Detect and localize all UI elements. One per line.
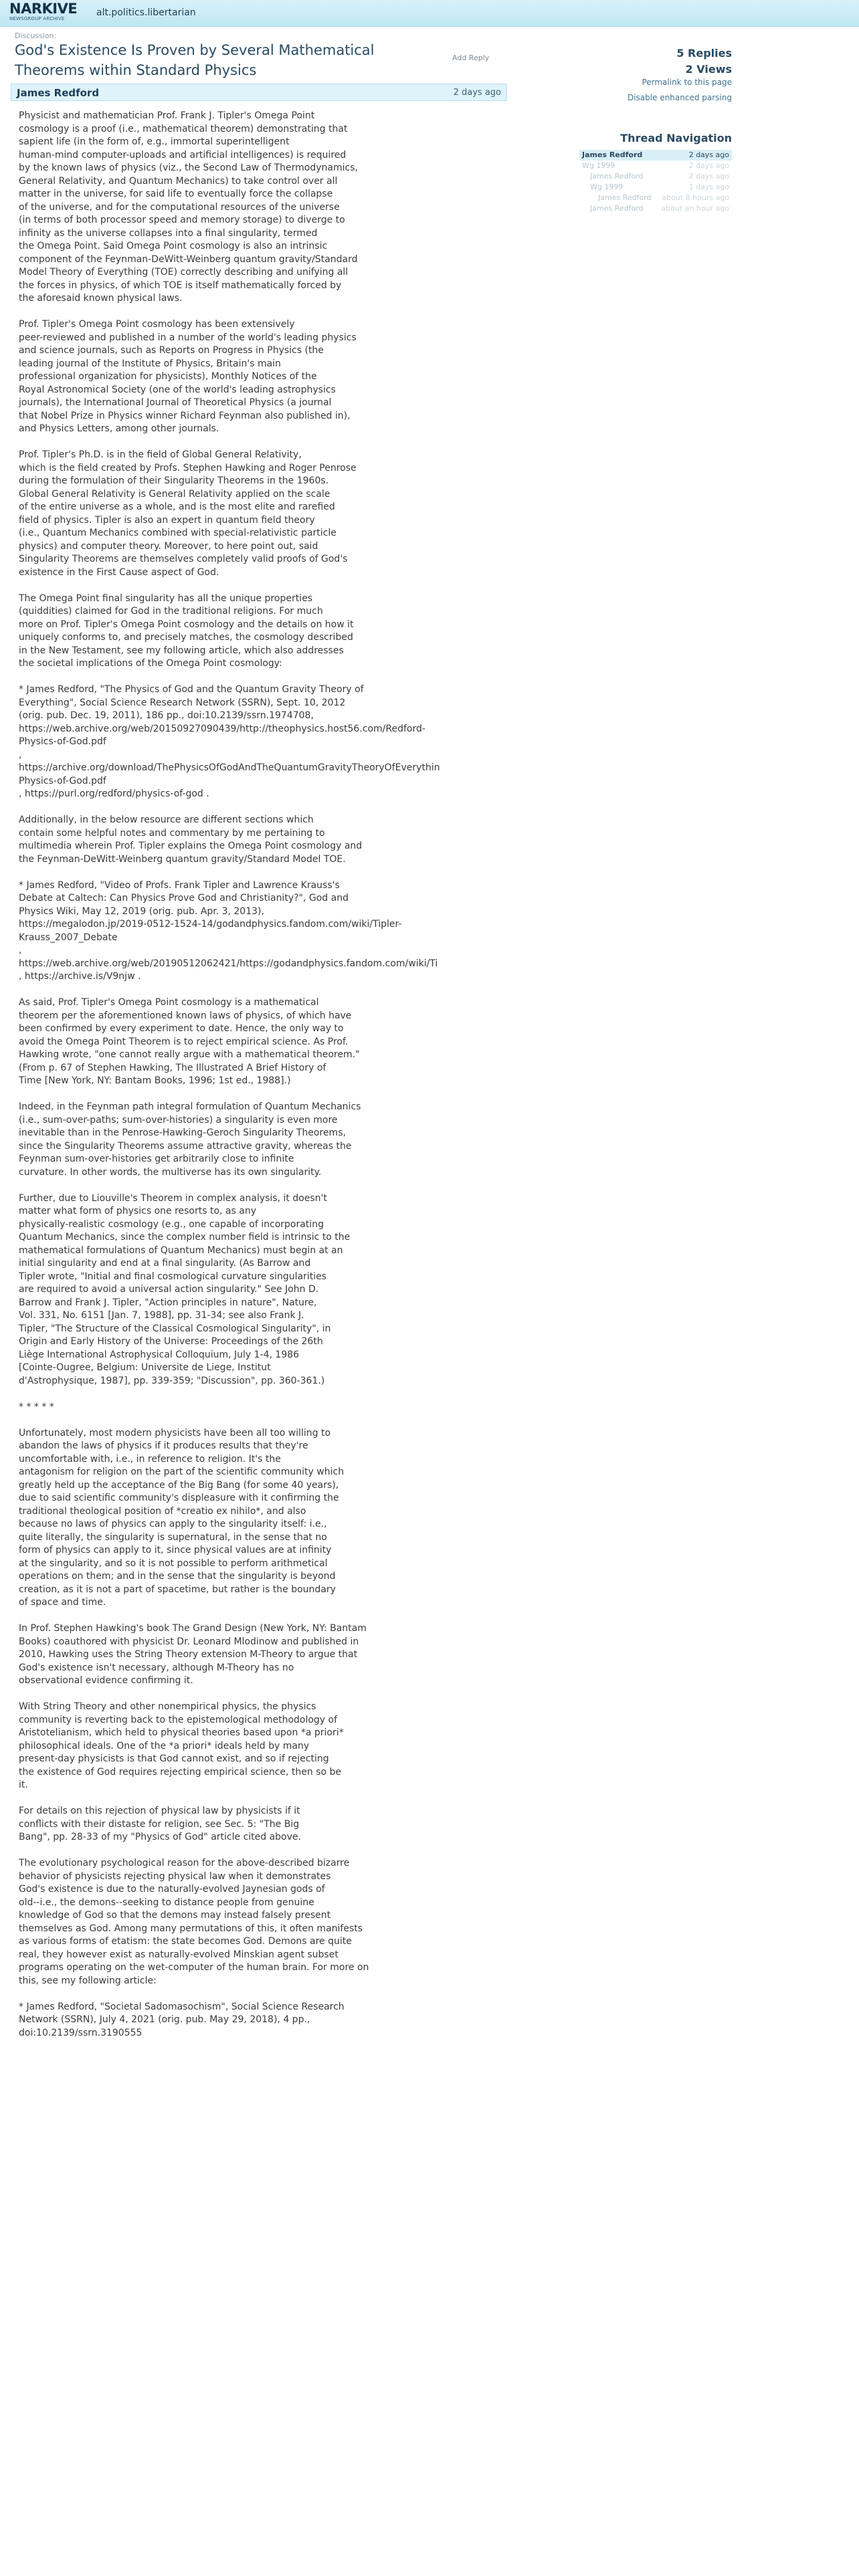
- post-text-line: Further, due to Liouville's Theorem in complex analysis, it doesn't: [19, 1192, 327, 1204]
- post-text-line: [19, 1792, 420, 1806]
- post-text-line: Royal Astronomical Society (one of the world's leading astrophysics: [19, 384, 336, 395]
- post-text-line: human-mind computer-uploads and artificial intelligences) is required: [19, 149, 347, 160]
- post-text-line: [19, 1414, 420, 1427]
- post-text-line: inevitable than in the Penrose-Hawking-Geroch Singularity Theorems,: [19, 1128, 346, 1138]
- post-text-line: uncomfortable with, i.e., in reference to religion. It's the: [19, 1453, 281, 1465]
- post-text-line: [19, 579, 420, 593]
- top-header-bar: [0, 0, 859, 27]
- post-text-line: physically-realistic cosmology (e.g., one capable of incorporating: [19, 1218, 324, 1230]
- post-text-line: ,: [19, 945, 22, 956]
- post-text-line: (i.e., Quantum Mechanics combined with special-relativistic particle: [19, 528, 337, 538]
- post-text-line: [19, 984, 420, 997]
- post-text-line: field of physics. Tipler is also an expert in quantum field theory: [19, 514, 315, 526]
- post-text-line: The Omega Point final singularity has all the unique properties: [19, 593, 312, 604]
- post-text-line: , https://purl.org/redford/physics-of-god .: [19, 788, 209, 799]
- post-text-line: Tipler wrote, "Initial and final cosmological curvature singularities: [19, 1271, 326, 1282]
- thread-nav-author: James Redford: [590, 172, 644, 181]
- thread-nav-time: 2 days ago: [688, 161, 729, 170]
- post-text-line: infinity as the universe collapses into a final singularity, termed: [19, 227, 318, 239]
- post-text-line: The evolutionary psychological reason for the above-described bizarre: [19, 1858, 350, 1868]
- permalink-link[interactable]: Permalink to this page: [642, 78, 732, 87]
- post-text-line: leading journal of the Institute of Physics, Britain's main: [19, 358, 281, 369]
- post-text-line: In Prof. Stephen Hawking's book The Grand Design (New York, NY: Bantam: [19, 1623, 367, 1634]
- post-text-line: Barrow and Frank J. Tipler, "Action principles in nature", Nature,: [19, 1297, 317, 1308]
- post-text-line: Tipler, "The Structure of the Classical Cosmological Singularity", in: [19, 1323, 331, 1334]
- post-text-line: matter in the universe, for said life to eventually force the collapse: [19, 189, 333, 199]
- thread-nav-author: Wg 1999: [582, 161, 615, 170]
- thread-nav-author: James Redford: [598, 193, 652, 202]
- post-text-line: multimedia wherein Prof. Tipler explains the Omega Point cosmology and: [19, 841, 363, 851]
- post-text-line: [19, 1688, 420, 1701]
- post-text-line: Aristotelianism, which held to physical theories based upon *a priori*: [19, 1727, 344, 1738]
- post-text-line: God's existence is due to the naturally-evolved Jaynesian gods of: [19, 1884, 325, 1895]
- thread-nav-time: 1 days ago: [688, 183, 729, 191]
- post-text-line: abandon the laws of physics if it produces results that they're: [19, 1440, 308, 1451]
- post-text-line[interactable]: https://web.archive.org/web/20190512062421/https://godandphysics.fandom.com/wiki/Ti: [19, 958, 438, 969]
- post-text-line: Hawking wrote, "one cannot really argue with a mathematical theorem.": [19, 1049, 360, 1060]
- post-text-line: Physicist and mathematician Prof. Frank J. Tipler's Omega Point: [19, 110, 315, 121]
- post-text-line: Indeed, in the Feynman path integral formulation of Quantum Mechanics: [19, 1101, 361, 1112]
- post-text-line: avoid the Omega Point Theorem is to reject empirical science. As Prof.: [19, 1036, 349, 1047]
- post-text-line: curvature. In other words, the multiverse has its own singularity.: [19, 1166, 322, 1178]
- post-text-line: With String Theory and other nonempirical physics, the physics: [19, 1701, 316, 1712]
- post-text-line: , https://archive.is/V9njw .: [19, 971, 141, 982]
- narkive-logo[interactable]: [9, 2, 90, 21]
- post-text-line: antagonism for religion on the part of the scientific community which: [19, 1467, 345, 1477]
- post-text-line: behavior of physicists rejecting physical law when it demonstrates: [19, 1870, 331, 1882]
- post-text-line: due to said scientific community's displeasure with it confirming the: [19, 1493, 339, 1503]
- post-text-line: uniquely conforms to, and precisely matches, the cosmology described: [19, 632, 353, 643]
- newsgroup-link[interactable]: alt.politics.libertarian: [96, 7, 196, 18]
- post-text-line: (in terms of both processor speed and memory storage) to diverge to: [19, 215, 345, 225]
- post-text-line: (orig. pub. Dec. 19, 2011), 186 pp., doi:10.2139/ssrn.1974708,: [19, 710, 314, 721]
- post-text-line: conflicts with their distaste for religion, see Sec. 5: "The Big: [19, 1818, 300, 1830]
- post-text-line: traditional theological position of *creatio ex nihilo*, and also: [19, 1505, 306, 1517]
- post-text-line[interactable]: https://megalodon.jp/2019-0512-1524-14/godandphysics.fandom.com/wiki/Tipler-: [19, 919, 402, 930]
- thread-nav-author: James Redford: [582, 150, 643, 159]
- post-text-line: since the Singularity Theorems assume attractive gravity, whereas the: [19, 1140, 352, 1152]
- post-text-line: of the entire universe as a whole, and is the most elite and rarefied: [19, 502, 335, 512]
- post-text-line: General Relativity, and Quantum Mechanics) to take control over all: [19, 175, 338, 187]
- post-header: [11, 84, 507, 101]
- post-text-line: and science journals, such as Reports on Progress in Physics (the: [19, 345, 324, 356]
- logo-tagline: NEWSGROUP ARCHIVE: [9, 16, 65, 21]
- post-text-line: component of the Feynman-DeWitt-Weinberg quantum gravity/Standard: [19, 253, 358, 265]
- post-text-line: Prof. Tipler's Ph.D. is in the field of Global General Relativity,: [19, 449, 302, 460]
- post-text-line: of space and time.: [19, 1597, 106, 1608]
- logo-wordmark: NARKIVE: [9, 1, 78, 17]
- view-count: 2 Views: [685, 63, 732, 76]
- post-text-line: Network (SSRN), July 4, 2021 (orig. pub. May 29, 2018), 4 pp.,: [19, 2014, 310, 2025]
- post-text-line: God's existence isn't necessary, although M-Theory has no: [19, 1662, 294, 1673]
- post-text-line: * James Redford, "The Physics of God and the Quantum Gravity Theory of: [19, 684, 364, 695]
- post-text-line: programs operating on the wet-computer of the human brain. For more on: [19, 1962, 369, 1973]
- post-text-line: * * * * *: [19, 1401, 54, 1412]
- post-text-line: As said, Prof. Tipler's Omega Point cosmology is a mathematical: [19, 997, 319, 1008]
- thread-navigation-title: Thread Navigation: [620, 132, 732, 144]
- post-text-line: [Cointe-Ougree, Belgium: Universite de Liege, Institut: [19, 1362, 271, 1373]
- post-text-line: [19, 436, 420, 449]
- post-text-line: been confirmed by every experiment to date. Hence, the only way to: [19, 1023, 344, 1034]
- add-reply-link[interactable]: Add Reply: [452, 53, 490, 62]
- post-text-line: observational evidence confirming it.: [19, 1675, 193, 1686]
- post-author[interactable]: James Redford: [17, 87, 100, 99]
- post-text-line: the existence of God requires rejecting empirical science, then so be: [19, 1766, 342, 1778]
- post-text-line: Singularity Theorems are themselves completely valid proofs of God's: [19, 554, 348, 564]
- post-text-line: creation, as it is not a part of spacetime, but rather is the boundary: [19, 1584, 336, 1595]
- post-text-line: knowledge of God so that the demons may instead falsely present: [19, 1910, 331, 1921]
- thread-nav-time: 2 days ago: [688, 150, 729, 159]
- post-text-line: Prof. Tipler's Omega Point cosmology has been extensively: [19, 319, 295, 330]
- post-text-line[interactable]: https://web.archive.org/web/20150927090439/http://theophysics.host56.com/Redford-: [19, 723, 425, 734]
- post-text-line: Additionally, in the below resource are different sections which: [19, 815, 314, 825]
- post-text-line: Feynman sum-over-histories get arbitrarily close to infinite: [19, 1154, 294, 1164]
- post-text-line: which is the field created by Profs. Stephen Hawking and Roger Penrose: [19, 462, 357, 473]
- post-text-line: Global General Relativity is General Relativity applied on the scale: [19, 488, 330, 500]
- post-text-line: * James Redford, "Video of Profs. Frank Tipler and Lawrence Krauss's: [19, 879, 340, 891]
- post-text-line: and Physics Letters, among other journals.: [19, 423, 219, 434]
- post-text-line: peer-reviewed and published in a number of the world's leading physics: [19, 332, 357, 343]
- post-text-line: present-day physicists is that God cannot exist, and so if rejecting: [19, 1753, 329, 1764]
- post-text-line: because no laws of physics can apply to the singularity itself: i.e.,: [19, 1519, 327, 1529]
- post-text-line: cosmology is a proof (i.e., mathematical theorem) demonstrating that: [19, 123, 348, 134]
- post-time: 2 days ago: [453, 88, 501, 98]
- post-text-line: matter what form of physics one resorts to, as any: [19, 1206, 256, 1216]
- post-text-line: journals), the International Journal of Theoretical Physics (a journal: [19, 397, 332, 408]
- post-text-line: Physics-of-God.pdf: [19, 736, 106, 747]
- post-text-line: sapient life (in the form of, e.g., immortal superintelligent: [19, 136, 290, 147]
- post-text-line: mathematical formulations of Quantum Mechanics) must begin at an: [19, 1245, 343, 1256]
- post-text-line: doi:10.2139/ssrn.3190555: [19, 2027, 142, 2038]
- post-text-line: it.: [19, 1780, 28, 1790]
- thread-nav-item[interactable]: [579, 160, 732, 171]
- post-text-line: the societal implications of the Omega Point cosmology:: [19, 658, 282, 669]
- thread-nav-item[interactable]: [579, 182, 732, 193]
- post-text-line: Unfortunately, most modern physicists have been all too willing to: [19, 1427, 331, 1438]
- post-text-line: physics) and computer theory. Moreover, to here point out, said: [19, 540, 318, 552]
- post-text-line: are required to avoid a universal action singularity." See John D.: [19, 1284, 319, 1295]
- post-text-line: Everything", Social Science Research Network (SSRN), Sept. 10, 2012: [19, 697, 346, 708]
- post-text-line: at the singularity, and so it is not possible to perform arithmetical: [19, 1558, 328, 1569]
- post-text-line: Origin and Early History of the Universe: Proceedings of the 26th: [19, 1336, 323, 1347]
- post-text-line: old--i.e., the demons--seeking to distance people from genuine: [19, 1897, 314, 1908]
- post-text-line: [19, 1988, 420, 2001]
- post-text-line: themselves as God. Among many permutations of this, it often manifests: [19, 1923, 363, 1934]
- thread-nav-time: about an hour ago: [661, 204, 729, 213]
- post-text-line: 2010, Hawking uses the String Theory extension M-Theory to argue that: [19, 1649, 358, 1660]
- post-text-line: the forces in physics, of which TOE is itself mathematically forced by: [19, 280, 342, 291]
- post-text-line: Physics-of-God.pdf: [19, 775, 106, 786]
- post-text-line: Bang", pp. 28-33 of my "Physics of God" article cited above.: [19, 1832, 301, 1842]
- post-text-line: the Omega Point. Said Omega Point cosmology is also an intrinsic: [19, 241, 328, 251]
- post-text-line: real, they however exist as naturally-evolved Minskian agent subset: [19, 1949, 339, 1960]
- post-text-line: [19, 1388, 420, 1401]
- post-text-line: of the universe, and for the computational resources of the universe: [19, 201, 340, 213]
- post-text-line: existence in the First Cause aspect of God.: [19, 566, 219, 578]
- post-text-line: quite literally, the singularity is supernatural, in the sense that no: [19, 1531, 327, 1543]
- thread-navigation-list: [579, 150, 732, 214]
- post-text-line: [19, 1088, 420, 1101]
- post-text-line: during the formulation of their Singularity Theorems in the 1960s.: [19, 475, 329, 486]
- post-text-line: as various forms of etatism: the state becomes God. Demons are quite: [19, 1936, 352, 1947]
- discussion-label: Discussion:: [15, 31, 57, 40]
- post-text-line: [19, 866, 420, 879]
- post-text-line: (i.e., sum-over-paths; sum-over-histories) a singularity is even more: [19, 1114, 338, 1125]
- thread-title-line-2: Theorems within Standard Physics: [15, 62, 257, 78]
- post-text-line: more on Prof. Tipler's Omega Point cosmology and the details on how it: [19, 619, 354, 630]
- thread-nav-time: about 8 hours ago: [662, 193, 729, 202]
- thread-nav-author: Wg 1999: [590, 183, 624, 191]
- thread-nav-item[interactable]: [579, 150, 732, 160]
- post-text-line: philosophical ideals. One of the *a priori* ideals held by many: [19, 1740, 310, 1751]
- post-text-line: theorem per the aforementioned known laws of physics, of which have: [19, 1010, 352, 1021]
- thread-title: [15, 40, 416, 80]
- post-text-line: ,: [19, 749, 22, 760]
- post-text-line: Liège International Astrophysical Colloquium, July 1-4, 1986: [19, 1349, 300, 1360]
- thread-nav-item[interactable]: [579, 171, 732, 182]
- post-text-line: operations on them; and in the sense that the singularity is beyond: [19, 1571, 336, 1582]
- post-text-line: the Feynman-DeWitt-Weinberg quantum gravity/Standard Model TOE.: [19, 853, 346, 865]
- post-text-line: [19, 1844, 420, 1858]
- post-text-line: that Nobel Prize in Physics winner Richard Feynman also published in),: [19, 410, 351, 421]
- thread-nav-item[interactable]: [579, 203, 732, 214]
- post-text-line: [19, 306, 420, 319]
- post-text-line: [19, 671, 420, 684]
- post-text-line: Model Theory of Everything (TOE) correctly describing and unifying all: [19, 267, 349, 278]
- post-text-line: d'Astrophysique, 1987], pp. 339-359; "Discussion", pp. 360-361.): [19, 1375, 325, 1386]
- reply-count: 5 Replies: [676, 47, 732, 60]
- post-text-line: (quiddities) claimed for God in the traditional religions. For much: [19, 606, 323, 617]
- thread-nav-time: 2 days ago: [688, 172, 729, 181]
- post-text-line: the aforesaid known physical laws.: [19, 293, 183, 304]
- disable-parsing-link[interactable]: Disable enhanced parsing: [627, 93, 732, 102]
- post-text-line: this, see my following article:: [19, 1975, 157, 1986]
- post-text-line: Krauss_2007_Debate: [19, 932, 118, 943]
- post-text-line: Physics Wiki, May 12, 2019 (orig. pub. Apr. 3, 2013),: [19, 905, 264, 917]
- post-text-line: by the known laws of physics (viz., the Second Law of Thermodynamics,: [19, 163, 358, 173]
- post-text-line: in the New Testament, see my following article, which also addresses: [19, 645, 344, 656]
- post-text-line: community is reverting back to the epistemological methodology of: [19, 1714, 338, 1725]
- post-text-line: contain some helpful notes and commentary by me pertaining to: [19, 827, 325, 839]
- post-text-line: * James Redford, "Societal Sadomasochism", Social Science Research: [19, 2001, 345, 2012]
- post-text-line: Debate at Caltech: Can Physics Prove God and Christianity?", God and: [19, 893, 349, 903]
- post-text-line: Vol. 331, No. 6151 [Jan. 7, 1988], pp. 31-34; see also Frank J.: [19, 1310, 304, 1321]
- thread-nav-item[interactable]: [579, 193, 732, 203]
- post-text-line: Books) coauthored with physicist Dr. Leonard Mlodinow and published in: [19, 1636, 359, 1647]
- post-text-line: greatly held up the acceptance of the Big Bang (for some 40 years),: [19, 1479, 339, 1491]
- thread-nav-author: James Redford: [590, 204, 644, 213]
- post-text-line: [19, 801, 420, 815]
- post-text-line: Time [New York, NY: Bantam Books, 1996; 1st ed., 1988].): [19, 1075, 291, 1086]
- thread-stats: [676, 45, 732, 78]
- post-body: [19, 110, 440, 2040]
- post-text-line: (From p. 67 of Stephen Hawking, The Illustrated A Brief History of: [19, 1062, 326, 1073]
- post-text-line: For details on this rejection of physical law by physicists if it: [19, 1806, 300, 1816]
- post-text-line: initial singularity and end at a final singularity. (As Barrow and: [19, 1258, 311, 1269]
- thread-title-line-1: God's Existence Is Proven by Several Mathematical: [15, 42, 375, 58]
- post-text-line[interactable]: https://archive.org/download/ThePhysicsOfGodAndTheQuantumGravityTheoryOfEverythin: [19, 762, 440, 773]
- post-text-line: [19, 1610, 420, 1623]
- post-text-line: [19, 1179, 420, 1192]
- post-text-line: form of physics can apply to it, since physical values are at infinity: [19, 1545, 332, 1555]
- post-text-line: Quantum Mechanics, since the complex number field is intrinsic to the: [19, 1232, 351, 1243]
- post-text-line: professional organization for physicists), Monthly Notices of the: [19, 371, 317, 382]
